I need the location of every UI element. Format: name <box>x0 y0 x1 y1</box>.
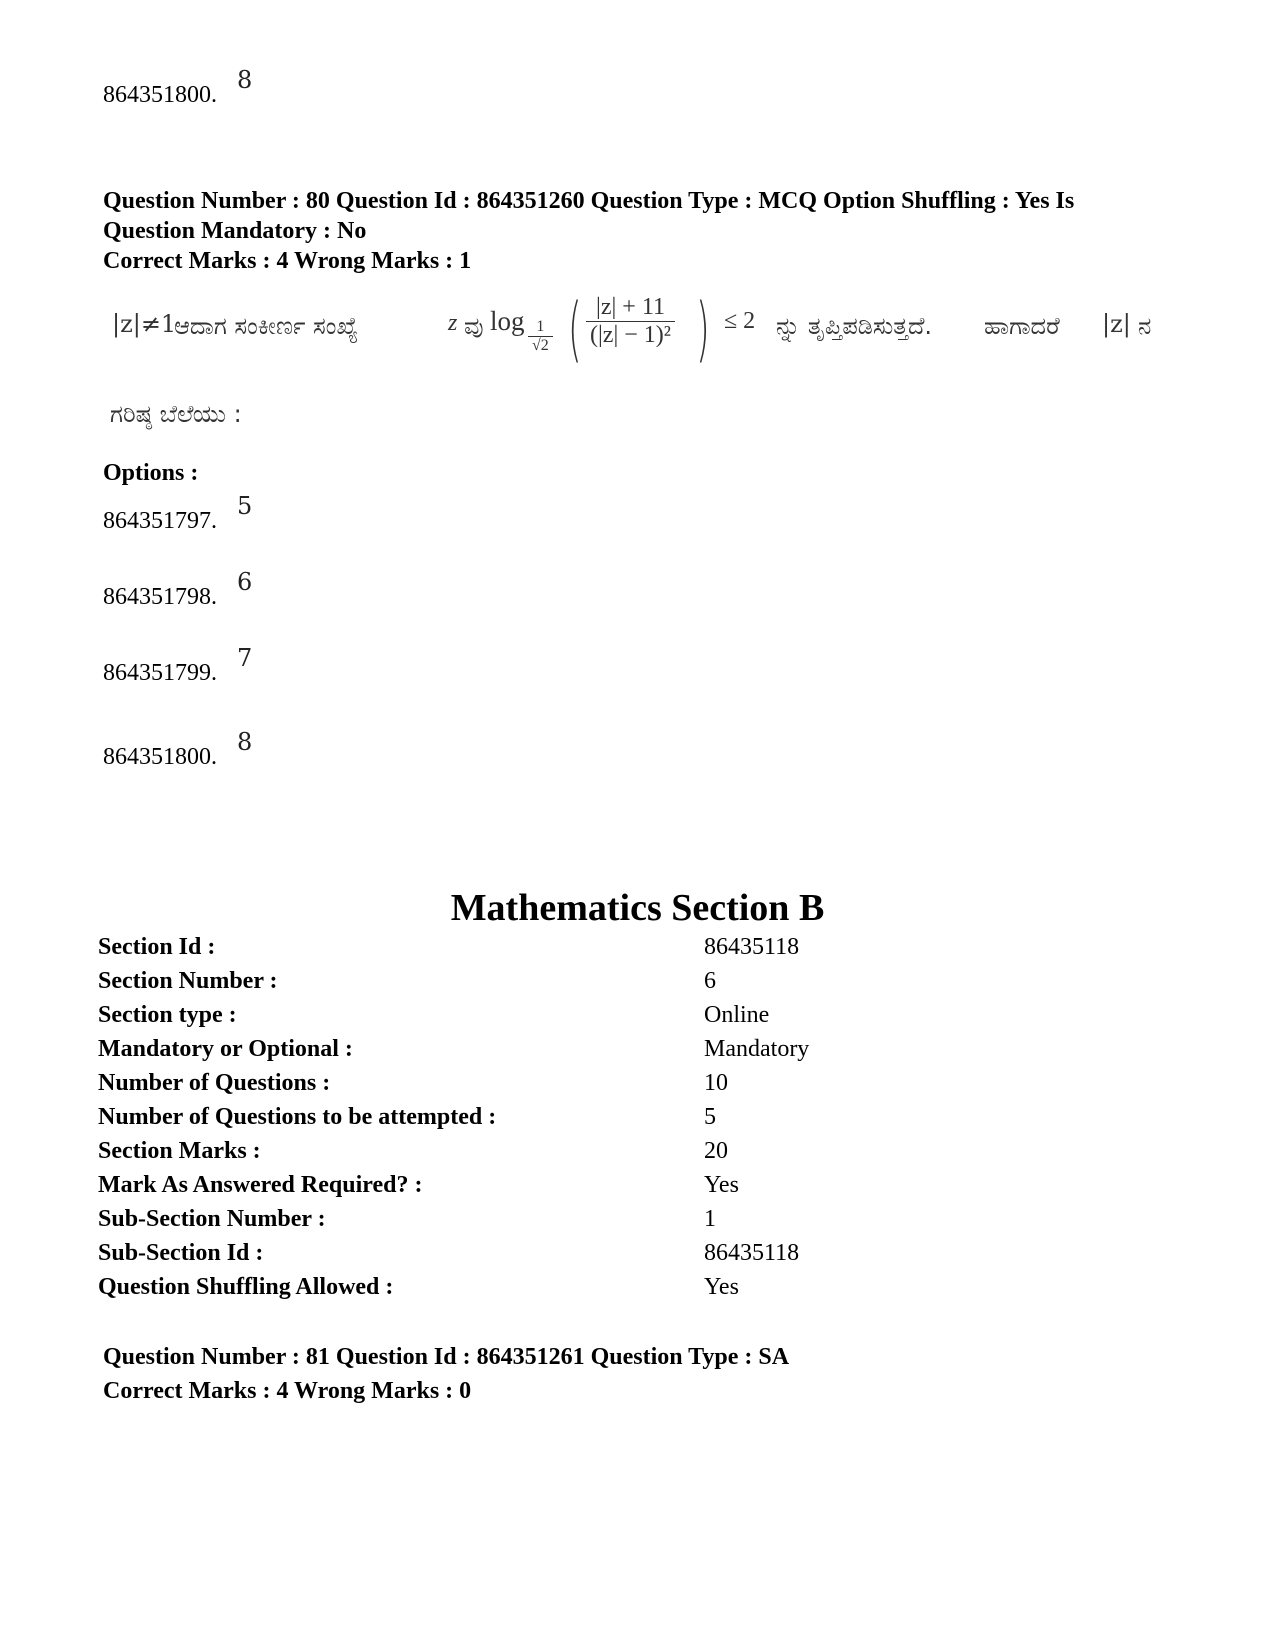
variable-z: z <box>448 310 458 336</box>
option-value: 7 <box>237 644 253 672</box>
section-row <box>98 934 1198 968</box>
options-label: Options : <box>103 460 199 486</box>
option-value: 8 <box>237 66 253 94</box>
section-row-label: Section Marks : <box>98 1138 261 1164</box>
section-row <box>98 1274 1198 1308</box>
option-id: 864351799. <box>103 660 217 686</box>
log-base-denominator: √2 <box>532 337 549 354</box>
question-80-stem-line2: ಗರಿಷ್ಠ ಬೆಲೆಯು : <box>110 400 242 428</box>
section-row-label: Section Id : <box>98 934 216 960</box>
stem-text: ವು <box>464 312 484 340</box>
section-row-value: 20 <box>704 1138 728 1164</box>
section-row-value: 5 <box>704 1104 716 1130</box>
section-row-label: Number of Questions : <box>98 1070 331 1096</box>
log-base-numerator: 1 <box>528 318 553 337</box>
section-row-value: 6 <box>704 968 716 994</box>
section-title: Mathematics Section B <box>450 887 825 929</box>
stem-text: ನ್ನು ತೃಪ್ತಿಪಡಿಸುತ್ತದೆ. <box>776 312 933 340</box>
section-row-value: 86435118 <box>704 934 800 960</box>
section-row-label: Mandatory or Optional : <box>98 1036 353 1062</box>
right-paren: ) <box>696 288 710 370</box>
question-81-header: Question Number : 81 Question Id : 864351261 Question Type : SA <box>103 1344 790 1370</box>
question-81-marks: Correct Marks : 4 Wrong Marks : 0 <box>103 1378 472 1404</box>
section-row-value: 86435118 <box>704 1240 800 1266</box>
stem-text: ನ <box>1138 312 1152 340</box>
section-row <box>98 968 1198 1002</box>
section-row <box>98 1070 1198 1104</box>
question-header-line: Question Number : 80 Question Id : 864351260 Question Type : MCQ Option Shuffling : Yes Is <box>103 188 1075 214</box>
section-row <box>98 1206 1198 1240</box>
section-row-label: Section Number : <box>98 968 278 994</box>
section-row <box>98 1104 1198 1138</box>
section-row-value: 1 <box>704 1206 716 1232</box>
question-80-stem <box>112 288 1212 382</box>
option-value: 5 <box>237 492 253 520</box>
section-row-label: Section type : <box>98 1002 237 1028</box>
option-value: 8 <box>237 728 253 756</box>
question-header-line: Question Mandatory : No <box>103 218 367 244</box>
section-row-value: Mandatory <box>704 1036 810 1062</box>
inequality: ≤ 2 <box>724 308 756 334</box>
stem-text: ಹಾಗಾದರೆ <box>984 312 1060 340</box>
log-base <box>528 318 553 355</box>
option-id: 864351798. <box>103 584 217 610</box>
section-row <box>98 1036 1198 1070</box>
section-row-label: Sub-Section Number : <box>98 1206 326 1232</box>
section-row <box>98 1138 1198 1172</box>
log-symbol: log <box>490 306 525 336</box>
option-id: 864351800. <box>103 744 217 770</box>
section-row <box>98 1172 1198 1206</box>
option-value: 6 <box>237 568 253 596</box>
option-id: 864351797. <box>103 508 217 534</box>
condition-math: |z|≠1 <box>112 310 177 338</box>
section-row-value: Online <box>704 1002 770 1028</box>
option-id: 864351800. <box>103 82 217 108</box>
section-row-value: Yes <box>704 1172 739 1198</box>
question-80-header <box>103 186 1203 246</box>
log-argument <box>586 294 675 349</box>
section-row-label: Mark As Answered Required? : <box>98 1172 423 1198</box>
argument-denominator: (|z| − 1)² <box>590 322 671 348</box>
section-row-value: 10 <box>704 1070 728 1096</box>
argument-numerator: |z| + 11 <box>586 294 675 322</box>
question-80-marks: Correct Marks : 4 Wrong Marks : 1 <box>103 248 472 274</box>
abs-z: |z| <box>1102 310 1131 338</box>
section-row-label: Question Shuffling Allowed : <box>98 1274 394 1300</box>
section-row-label: Sub-Section Id : <box>98 1240 264 1266</box>
section-row-value: Yes <box>704 1274 739 1300</box>
section-row-label: Number of Questions to be attempted : <box>98 1104 497 1130</box>
section-row <box>98 1240 1198 1274</box>
left-paren: ( <box>568 288 582 370</box>
stem-text: ಆದಾಗ ಸಂಕೀರ್ಣ ಸಂಖ್ಯೆ <box>174 312 359 340</box>
section-row <box>98 1002 1198 1036</box>
